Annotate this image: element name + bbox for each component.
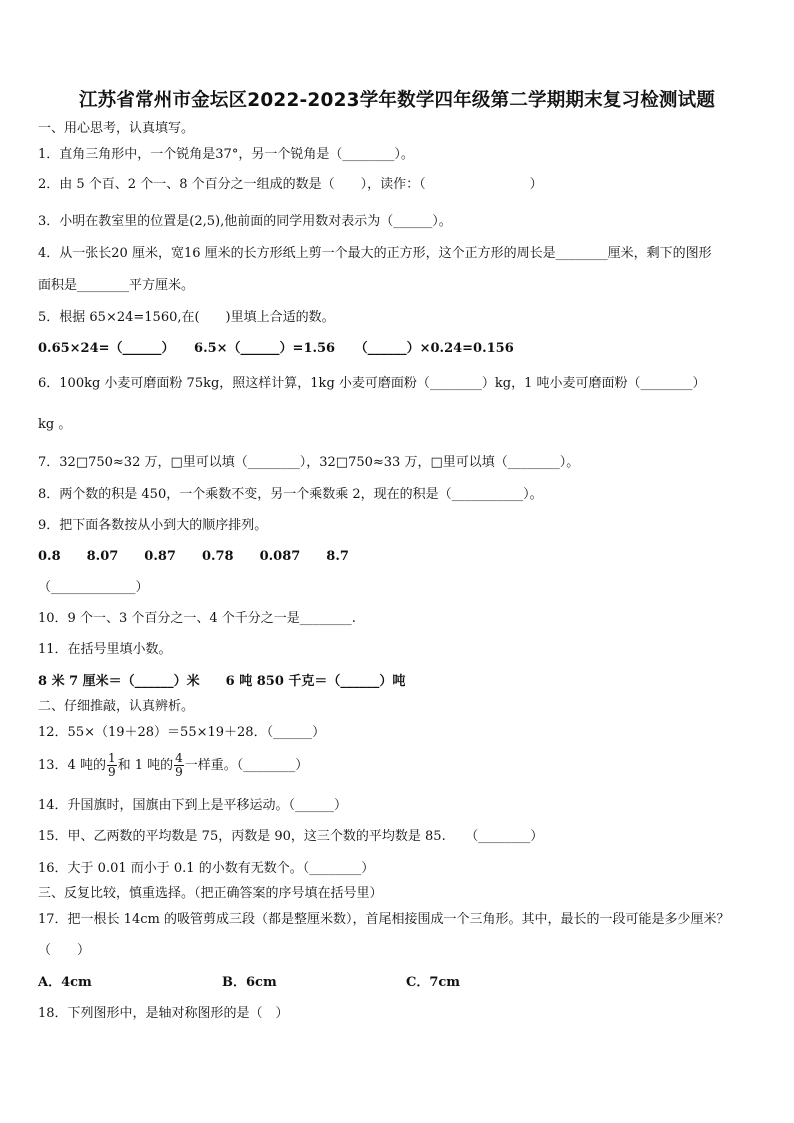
question-11-line-2: 8 米 7 厘米＝（______）米 6 吨 850 千克＝（______）吨 [38,674,406,689]
question-3: 3．小明在教室里的位置是(2,5),他前面的同学用数对表示为（______）。 [38,214,452,229]
question-13-suffix: 一样重。（________） [184,758,309,773]
question-4-line-1: 4．从一张长20 厘米，宽16 厘米的长方形纸上剪一个最大的正方形，这个正方形的周长是________厘米，剩下的图形 [38,246,712,261]
question-6-line-2: kg 。 [38,417,72,432]
question-2: 2．由 5 个百、2 个一、8 个百分之一组成的数是（ ），读作：（ ） [38,177,543,192]
fraction-one-ninth [107,752,117,779]
question-9-numbers: 0.8 8.07 0.87 0.78 0.087 8.7 [38,549,349,564]
option-b: B．6cm [222,975,277,990]
question-17-line-2: （ ） [38,943,91,958]
question-9-answer-blank: （_____________） [38,580,149,595]
section-heading-1: 一、用心思考，认真填写。 [38,121,195,136]
question-8: 8．两个数的积是 450，一个乘数不变，另一个乘数乘 2，现在的积是（___________）。 [38,487,543,502]
question-6-line-1: 6．100kg 小麦可磨面粉 75kg，照这样计算，1kg 小麦可磨面粉（________）kg，1 吨小麦可磨面粉（________） [38,376,706,391]
question-14: 14．升国旗时，国旗由下到上是平移运动。（______） [38,798,348,813]
question-11-line-1: 11．在括号里填小数。 [38,642,172,657]
question-9-line-1: 9．把下面各数按从小到大的顺序排列。 [38,518,268,533]
question-5-line-2: 0.65×24=（______） 6.5×（______）=1.56 （______）×0.24=0.156 [38,341,514,356]
question-5-line-1: 5．根据 65×24=1560,在( )里填上合适的数。 [38,310,335,325]
question-18: 18．下列图形中，是轴对称图形的是（ ） [38,1006,289,1021]
question-17-line-1: 17．把一根长 14cm 的吸管剪成三段（都是整厘米数），首尾相接围成一个三角形。其中，最长的一段可能是多少厘米？ [38,912,730,927]
fraction-numerator: 4 [175,751,183,765]
question-13-middle: 和 1 吨的 [117,758,174,773]
question-12: 12．55×（19＋28）＝55×19＋28．（______） [38,725,326,740]
question-15: 15．甲、乙两数的平均数是 75，丙数是 90，这三个数的平均数是 85. （________） [38,829,544,844]
question-7: 7．32□750≈32 万，□里可以填（________），32□750≈33 万，□里可以填（________）。 [38,455,580,470]
page-title: 江苏省常州市金坛区2022-2023学年数学四年级第二学期期末复习检测试题 [78,90,716,111]
option-a: A．4cm [38,975,92,990]
section-heading-3: 三、反复比较，慎重选择。（把正确答案的序号填在括号里） [38,886,383,901]
question-13-prefix: 13．4 吨的 [38,758,106,773]
fraction-four-ninths [174,752,184,779]
question-1: 1．直角三角形中，一个锐角是37°，另一个锐角是（________）。 [38,147,414,162]
option-c: C．7cm [406,975,461,990]
question-13 [38,752,308,779]
question-16: 16．大于 0.01 而小于 0.1 的小数有无数个。（________） [38,861,375,876]
fraction-denominator: 9 [107,765,116,779]
fraction-numerator: 1 [107,751,116,765]
question-4-line-2: 面积是________平方厘米。 [38,278,195,293]
fraction-denominator: 9 [175,765,183,779]
section-heading-2: 二、仔细推敲，认真辨析。 [38,699,195,714]
question-10: 10．9 个一、3 个百分之一、4 个千分之一是________. [38,611,356,626]
